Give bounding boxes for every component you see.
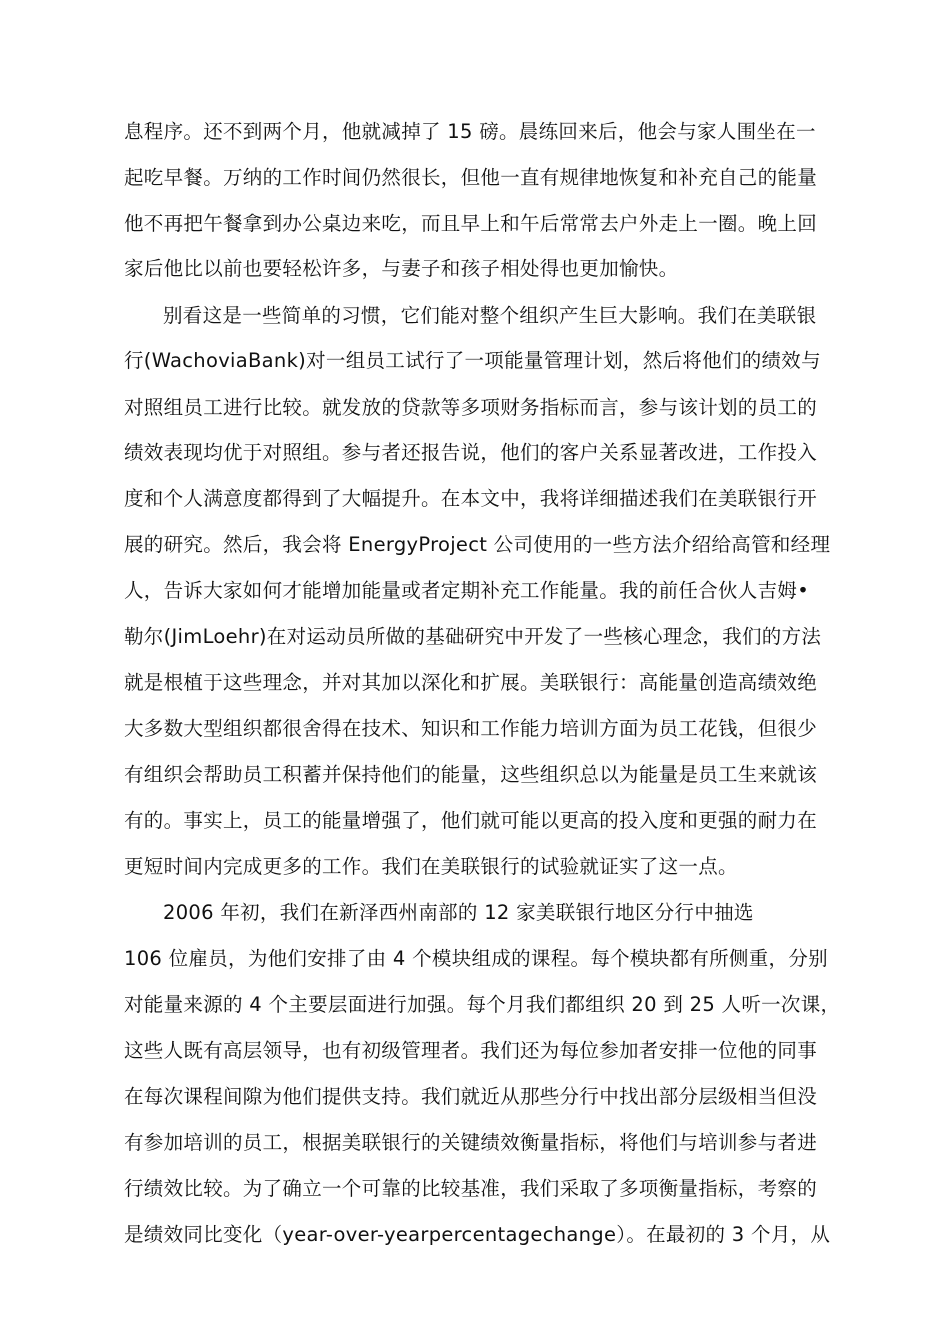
text-line: 起吃早餐。万纳的工作时间仍然很长，但他一直有规律地恢复和补充自己的能量 xyxy=(124,166,818,189)
paragraph-first-line: 2006 年初，我们在新泽西州南部的 12 家美联银行地区分行中抽选 xyxy=(163,901,754,924)
text-line: 106 位雇员，为他们安排了由 4 个模块组成的课程。每个模块都有所侧重，分别 xyxy=(124,947,828,970)
text-line: 绩效表现均优于对照组。参与者还报告说，他们的客户关系显著改进，工作投入 xyxy=(124,441,818,464)
text-line: 这些人既有高层领导，也有初级管理者。我们还为每位参加者安排一位他的同事 xyxy=(124,1039,818,1062)
text-line: 在每次课程间隙为他们提供支持。我们就近从那些分行中找出部分层级相当但没 xyxy=(124,1085,818,1108)
text-line: 行(WachoviaBank)对一组员工试行了一项能量管理计划，然后将他们的绩效与 xyxy=(124,349,821,372)
text-line: 人，告诉大家如何才能增加能量或者定期补充工作能量。我的前任合伙人吉姆• xyxy=(124,579,810,602)
text-line: 大多数大型组织都很舍得在技术、知识和工作能力培训方面为员工花钱，但很少 xyxy=(124,717,818,740)
text-line: 勒尔(JimLoehr)在对运动员所做的基础研究中开发了一些核心理念，我们的方法 xyxy=(124,625,822,648)
text-line: 家后他比以前也要轻松许多，与妻子和孩子相处得也更加愉快。 xyxy=(124,257,679,280)
text-line: 更短时间内完成更多的工作。我们在美联银行的试验就证实了这一点。 xyxy=(124,855,738,878)
text-line: 他不再把午餐拿到办公桌边来吃，而且早上和午后常常去户外走上一圈。晚上回 xyxy=(124,212,818,235)
text-line: 行绩效比较。为了确立一个可靠的比较基准，我们采取了多项衡量指标，考察的 xyxy=(124,1177,818,1200)
paragraph-first-line: 别看这是一些简单的习惯，它们能对整个组织产生巨大影响。我们在美联银 xyxy=(163,304,817,327)
text-line: 度和个人满意度都得到了大幅提升。在本文中，我将详细描述我们在美联银行开 xyxy=(124,487,818,510)
text-line: 展的研究。然后，我会将 EnergyProject 公司使用的一些方法介绍给高管和经理 xyxy=(124,533,831,556)
text-line: 对照组员工进行比较。就发放的贷款等多项财务指标而言，参与该计划的员工的 xyxy=(124,396,818,419)
text-line: 是绩效同比变化（year-over-yearpercentagechange）。在最初的 3 个月，从 xyxy=(124,1223,831,1246)
text-line: 有的。事实上，员工的能量增强了，他们就可能以更高的投入度和更强的耐力在 xyxy=(124,809,818,832)
text-line: 有参加培训的员工，根据美联银行的关键绩效衡量指标，将他们与培训参与者进 xyxy=(124,1131,818,1154)
text-line: 对能量来源的 4 个主要层面进行加强。每个月我们都组织 20 到 25 人听一次课， xyxy=(124,993,841,1016)
text-line: 有组织会帮助员工积蓄并保持他们的能量，这些组织总以为能量是员工生来就该 xyxy=(124,763,818,786)
text-line: 就是根植于这些理念，并对其加以深化和扩展。美联银行：高能量创造高绩效绝 xyxy=(124,671,818,694)
text-line: 息程序。还不到两个月，他就减掉了 15 磅。晨练回来后，他会与家人围坐在一 xyxy=(124,120,816,143)
